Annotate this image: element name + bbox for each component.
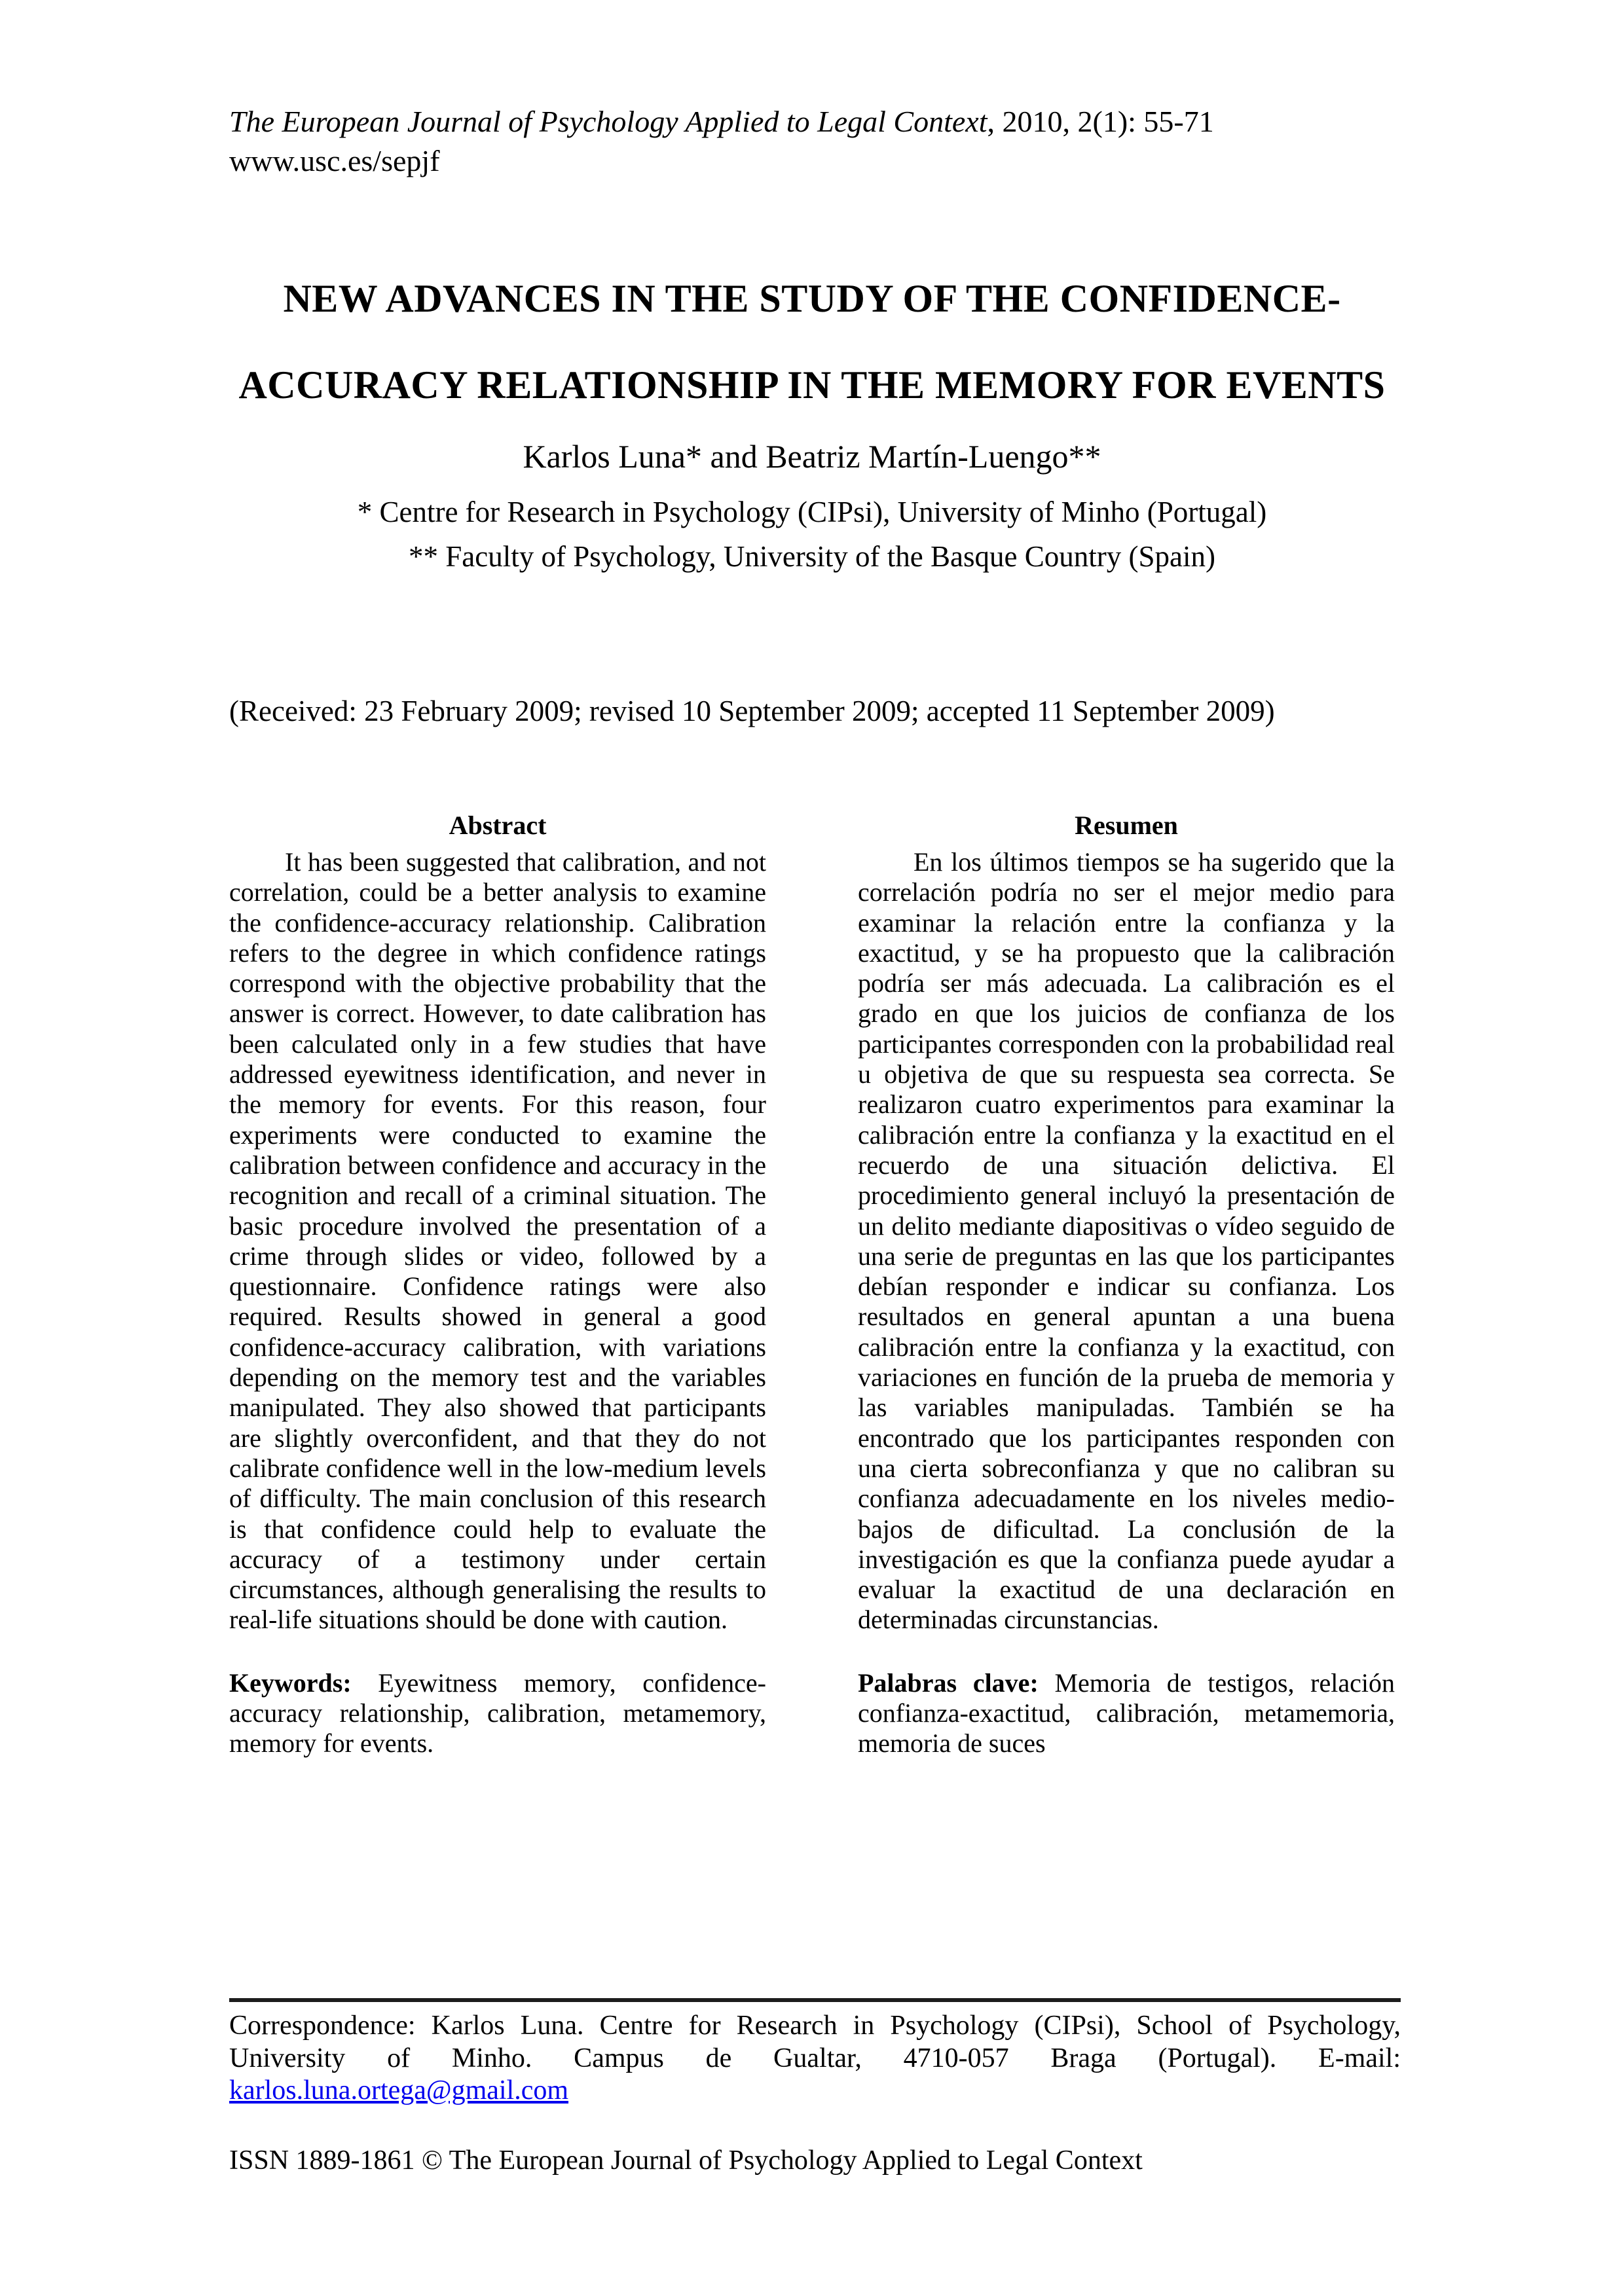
journal-website: www.usc.es/sepjf [229, 144, 440, 177]
journal-citation [229, 102, 1401, 141]
correspondence-text: Correspondence: Karlos Luna. Centre for Research in Psychology (CIPsi), School of Psychology, University of Minho. Campus de Gualtar, 4710-057 Braga (Portugal). E-mail: [229, 2011, 1401, 2073]
keywords-label: Keywords: [229, 1667, 352, 1698]
issn-line: ISSN 1889-1861 © The European Journal of Psychology Applied to Legal Context [229, 2145, 1143, 2176]
abstract-columns [229, 811, 1395, 1759]
paper-title-line1: NEW ADVANCES IN THE STUDY OF THE CONFIDENCE- [283, 277, 1341, 320]
journal-issue-info: , 2010, 2(1): 55-71 [987, 105, 1214, 138]
abstract-heading: Abstract [449, 811, 547, 840]
abstract-section [229, 811, 766, 1759]
affiliation-2: ** Faculty of Psychology, University of the Basque Country (Spain) [409, 540, 1215, 573]
resumen-heading: Resumen [1075, 811, 1178, 840]
palabras-clave-paragraph [858, 1668, 1395, 1759]
paper-title [196, 255, 1428, 428]
footer-divider-rule [229, 1998, 1401, 2002]
resumen-section [858, 811, 1395, 1759]
affiliation-1: * Centre for Research in Psychology (CIPsi), University of Minho (Portugal) [357, 496, 1267, 528]
keywords-text: Eyewitness memory, confidence-accuracy relationship, calibration, metamemory, memory for events. [229, 1667, 766, 1758]
email-link[interactable]: karlos.luna.ortega@gmail.com [229, 2075, 569, 2105]
paper-title-line2: ACCURACY RELATIONSHIP IN THE MEMORY FOR EVENTS [238, 363, 1386, 407]
journal-name: The European Journal of Psychology Applied to Legal Context [229, 105, 987, 138]
keywords-paragraph [229, 1668, 766, 1759]
palabras-clave-label: Palabras clave: [858, 1667, 1039, 1698]
authors-line: Karlos Luna* and Beatriz Martín-Luengo** [523, 438, 1101, 475]
resumen-body: En los últimos tiempos se ha sugerido que la correlación podría no ser el mejor medio para examinar la relación entre la confianza y la exactitud, y se ha propuesto que la calibración podría ser más adecuada. La calibración es el grado en que los juicios de confianza de los participantes corresponden con la probabilidad real u objetiva de que su respuesta sea correcta. Se realizaron cuatro experimentos para examinar la calibración entre la confianza y la exactitud en el recuerdo de una situación delictiva. El procedimiento general incluyó la presentación de un delito mediante diapositivas o vídeo seguido de una serie de preguntas en las que los participantes debían responder e indicar su confianza. Los resultados en general apuntan a una buena calibración entre la confianza y la exactitud, con variaciones en función de la prueba de memoria y las variables manipuladas. También se ha encontrado que los participantes responden con una cierta sobreconfianza y que no calibran su confianza adecuadamente en los niveles medio-bajos de dificultad. La conclusión de la investigación es que la confianza puede ayudar a evaluar la exactitud de una declaración en determinadas circunstancias. [858, 847, 1395, 1635]
correspondence-paragraph [229, 2010, 1401, 2107]
header-journal-line [229, 102, 1401, 181]
palabras-clave-text: Memoria de testigos, relación confianza-exactitud, calibración, metamemoria, memoria de suces [858, 1667, 1395, 1758]
abstract-body: It has been suggested that calibration, and not correlation, could be a better analysis to examine the confidence-accuracy relationship. Calibration refers to the degree in which confidence ratings correspond with the objective probability that the answer is correct. However, to date calibration has been calculated only in a few studies that have addressed eyewitness identification, and never in the memory for events. For this reason, four experiments were conducted to examine the calibration between confidence and accuracy in the recognition and recall of a criminal situation. The basic procedure involved the presentation of a crime through slides or video, followed by a questionnaire. Confidence ratings were also required. Results showed in general a good confidence-accuracy calibration, with variations depending on the memory test and the variables manipulated. They also showed that participants are slightly overconfident, and that they do not calibrate confidence well in the low-medium levels of difficulty. The main conclusion of this research is that confidence could help to evaluate the accuracy of a testimony under certain circumstances, although generalising the results to real-life situations should be done with caution. [229, 847, 766, 1635]
received-line: (Received: 23 February 2009; revised 10 September 2009; accepted 11 September 2009) [229, 695, 1275, 727]
